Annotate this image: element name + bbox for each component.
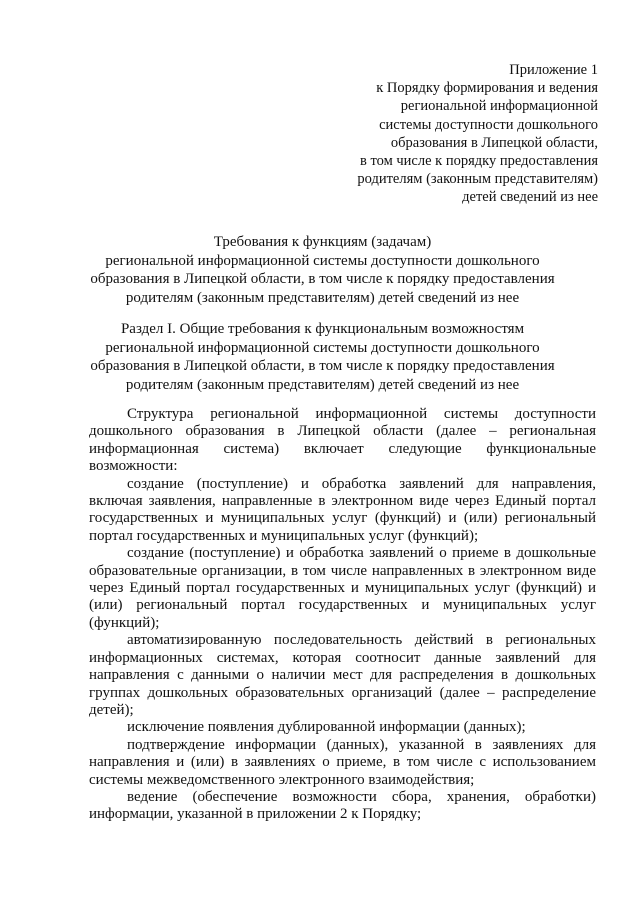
section-heading [55,320,590,394]
title-line: образования в Липецкой области, в том числе к порядку предоставления [90,271,555,288]
paragraph: ведение (обеспечение возможности сбора, хранения, обработки) информации, указанной в приложении 2 к Порядку; [89,788,596,823]
appendix-reference [298,61,598,207]
paragraph: подтверждение информации (данных), указанной в заявлениях для направления и (или) в заявлениях о приеме, в том числе с использованием системы межведомственного электронного взаимодействия; [89,736,596,788]
body-text [89,406,596,824]
paragraph: Структура региональной информационной системы доступности дошкольного образования в Липецкой области (далее – региональная информационная система) включает следующие функциональные возможности: [89,406,596,475]
appendix-line: системы доступности дошкольного [379,116,598,133]
section-line: Раздел I. Общие требования к функциональным возможностям [120,321,525,337]
paragraph: создание (поступление) и обработка заявлений для направления, включая заявления, направленные в электронном виде через Единый портал государственных и муниципальных услуг (функций) и (или) региональный портал государственных и муниципальных услуг (функций); [89,475,596,544]
appendix-line: в том числе к порядку предоставления [359,153,598,170]
paragraph: исключение появления дублированной информации (данных); [127,719,526,736]
appendix-line: Приложение 1 [509,62,598,78]
title-line: Требования к функциям (задачам) [213,234,432,250]
title-line: региональной информационной системы доступности дошкольного [105,252,540,269]
appendix-line: родителям (законным представителям) [357,171,598,188]
paragraph: создание (поступление) и обработка заявлений о приеме в дошкольные образовательные организации, в том числе направленных в электронном виде через Единый портал государственных и муниципальных услуг (функций) и (или) региональный портал государственных и муниципальных услуг (функций); [89,545,596,631]
paragraph: автоматизированную последовательность действий в региональных информационных системах, которая соотносит данные заявлений для направления с данными о наличии мест для распределения в дошкольных группах дошкольных образовательных организаций (далее – распределение детей); [89,632,596,718]
section-line: родителям (законным представителям) детей сведений из нее [125,376,520,393]
document-title [55,233,590,307]
title-line: родителям (законным представителям) детей сведений из нее [125,289,520,306]
appendix-line: к Порядку формирования и ведения [376,80,598,97]
appendix-line: региональной информационной [400,98,598,115]
appendix-line: образования в Липецкой области, [390,134,598,151]
section-line: региональной информационной системы доступности дошкольного [105,339,540,356]
appendix-line: детей сведений из нее [462,189,598,206]
section-line: образования в Липецкой области, в том числе к порядку предоставления [90,358,555,375]
